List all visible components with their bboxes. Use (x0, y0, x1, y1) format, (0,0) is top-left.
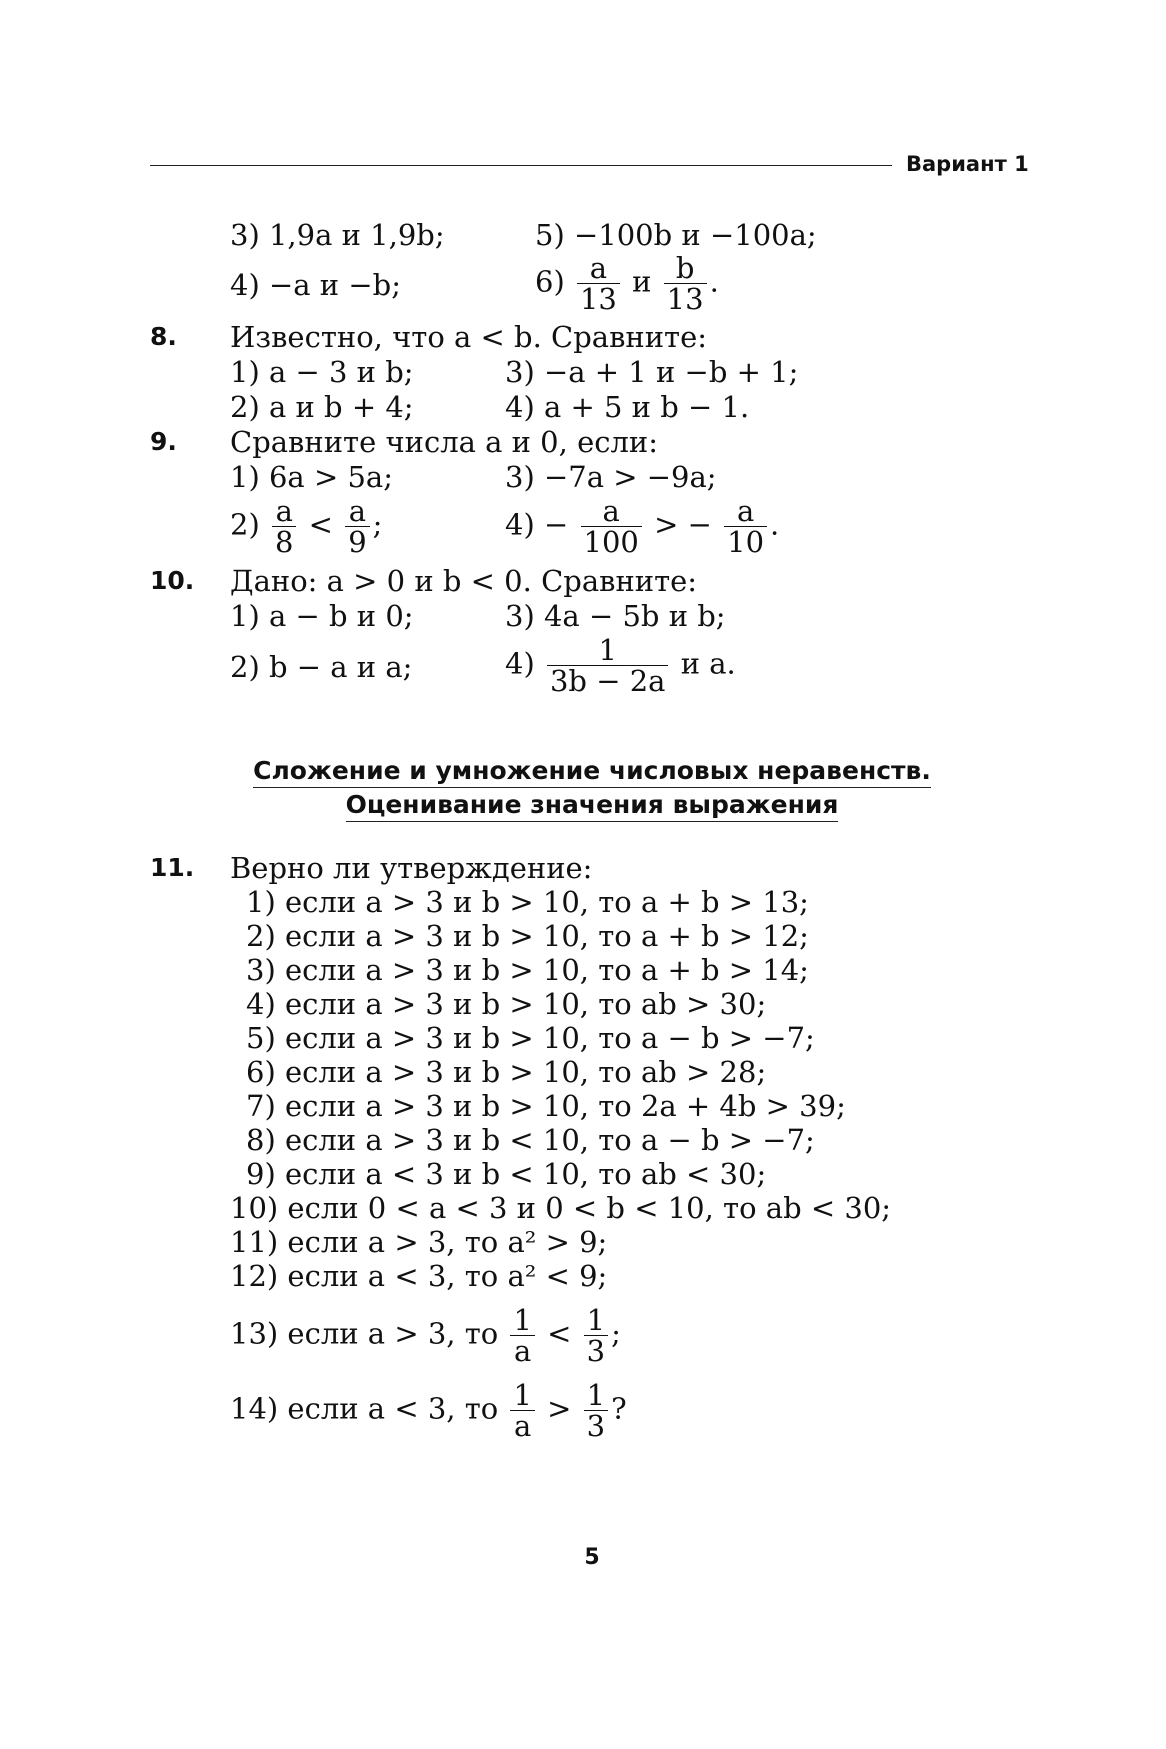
task9-item-2 (230, 496, 382, 557)
task9-item-4 (505, 496, 779, 557)
fraction-den: 3 (586, 1409, 606, 1443)
fraction-num: 1 (510, 1380, 534, 1411)
task7-item-6 (535, 253, 719, 314)
fraction-num: a (577, 253, 620, 284)
task10-number: 10. (150, 566, 195, 595)
task10-item-2: 2) b − a и a; (230, 650, 413, 684)
task11-item-14 (230, 1380, 627, 1441)
fraction-den: a (514, 1409, 532, 1443)
task9-item-4-prefix: 4) − (505, 507, 569, 542)
fraction (547, 635, 669, 696)
task9-item-4-op: > − (654, 507, 712, 542)
task7-item-4: 4) −a и −b; (230, 268, 401, 302)
fraction-den: 13 (666, 282, 704, 316)
task9-number: 9. (150, 427, 177, 456)
task10-item-4 (505, 635, 736, 696)
fraction-num: 1 (510, 1305, 534, 1336)
fraction-num: 1 (547, 635, 669, 666)
fraction (584, 1380, 608, 1441)
task11-item-13-op: < (547, 1316, 572, 1351)
fraction-num: b (664, 253, 707, 284)
fraction (724, 496, 767, 557)
fraction-den: 9 (348, 525, 367, 559)
task10-item-4-end: и a. (680, 646, 736, 681)
fraction-den: 13 (579, 282, 617, 316)
fraction-den: 3b − 2a (549, 664, 666, 698)
fraction-num: 1 (584, 1380, 608, 1411)
fraction (510, 1305, 534, 1366)
fraction (664, 253, 707, 314)
task11-item-13-end: ; (611, 1316, 621, 1351)
task9-item-2-end: ; (372, 507, 383, 542)
fraction (584, 1305, 608, 1366)
page-number (0, 1545, 1166, 1570)
task11-item-13 (230, 1305, 621, 1366)
task9-item-3: 3) −7a > −9a; (505, 460, 717, 494)
fraction-num: a (345, 496, 369, 527)
section-heading (0, 756, 1166, 788)
task10-item-4-prefix: 4) (505, 646, 535, 681)
fraction-num: a (581, 496, 642, 527)
variant-label: Вариант 1 (906, 152, 1029, 176)
task9-item-1: 1) 6a > 5a; (230, 460, 393, 494)
task11-item-14-prefix: 14) если a < 3, то (230, 1391, 499, 1426)
task9-text: Сравните числа a и 0, если: (230, 425, 658, 459)
task9-item-4-end: . (770, 507, 780, 542)
fraction (345, 496, 369, 557)
task9-item-2-prefix: 2) (230, 507, 260, 542)
list-item: 4) если a > 3 и b > 10, то ab > 30; (246, 987, 767, 1021)
task10-item-3: 3) 4a − 5b и b; (505, 599, 726, 633)
list-item: 10) если 0 < a < 3 и 0 < b < 10, то ab < 30; (230, 1191, 892, 1225)
task10-text: Дано: a > 0 и b < 0. Сравните: (230, 564, 698, 598)
task8-item-4: 4) a + 5 и b − 1. (505, 390, 750, 424)
fraction-den: a (514, 1334, 532, 1368)
task7-item-6-prefix: 6) (535, 264, 565, 299)
task11-item-14-end: ? (611, 1391, 627, 1426)
list-item: 6) если a > 3 и b > 10, то ab > 28; (246, 1055, 767, 1089)
list-item: 1) если a > 3 и b > 10, то a + b > 13; (246, 885, 809, 919)
task7-item-6-mid: и (632, 264, 652, 299)
task7-item-3: 3) 1,9a и 1,9b; (230, 218, 445, 252)
section-heading-line-1: Сложение и умножение числовых неравенств. (253, 756, 931, 788)
fraction (510, 1380, 534, 1441)
fraction-num: a (724, 496, 767, 527)
list-item: 11) если a > 3, то a² > 9; (230, 1225, 608, 1259)
task11-item-13-prefix: 13) если a > 3, то (230, 1316, 499, 1351)
fraction-den: 3 (586, 1334, 606, 1368)
list-item: 9) если a < 3 и b < 10, то ab < 30; (246, 1157, 767, 1191)
task7-item-6-end: . (709, 264, 719, 299)
task11-list (230, 885, 891, 1293)
list-item: 3) если a > 3 и b > 10, то a + b > 14; (246, 953, 809, 987)
task8-text: Известно, что a < b. Сравните: (230, 320, 708, 354)
header-rule (150, 165, 892, 166)
task8-item-2: 2) a и b + 4; (230, 390, 414, 424)
fraction-den: 100 (583, 525, 639, 559)
list-item: 7) если a > 3 и b > 10, то 2a + 4b > 39; (246, 1089, 846, 1123)
task7-item-5: 5) −100b и −100a; (535, 218, 817, 252)
section-heading-2 (0, 790, 1166, 822)
task9-item-2-op: < (308, 507, 333, 542)
task8-item-1: 1) a − 3 и b; (230, 355, 414, 389)
task10-item-1: 1) a − b и 0; (230, 599, 414, 633)
list-item: 5) если a > 3 и b > 10, то a − b > −7; (246, 1021, 815, 1055)
fraction-den: 10 (727, 525, 765, 559)
fraction (577, 253, 620, 314)
fraction-num: a (272, 496, 296, 527)
page-number-text: 5 (584, 1545, 600, 1570)
list-item: 8) если a > 3 и b < 10, то a − b > −7; (246, 1123, 815, 1157)
fraction-den: 8 (274, 525, 294, 559)
task11-text: Верно ли утверждение: (230, 851, 593, 885)
fraction (581, 496, 642, 557)
list-item: 12) если a < 3, то a² < 9; (230, 1259, 608, 1293)
fraction-num: 1 (584, 1305, 608, 1336)
task8-number: 8. (150, 322, 177, 351)
task8-item-3: 3) −a + 1 и −b + 1; (505, 355, 799, 389)
list-item: 2) если a > 3 и b > 10, то a + b > 12; (246, 919, 809, 953)
task11-item-14-op: > (547, 1391, 572, 1426)
section-heading-line-2: Оценивание значения выражения (346, 790, 839, 822)
fraction (272, 496, 296, 557)
task11-number: 11. (150, 853, 195, 882)
